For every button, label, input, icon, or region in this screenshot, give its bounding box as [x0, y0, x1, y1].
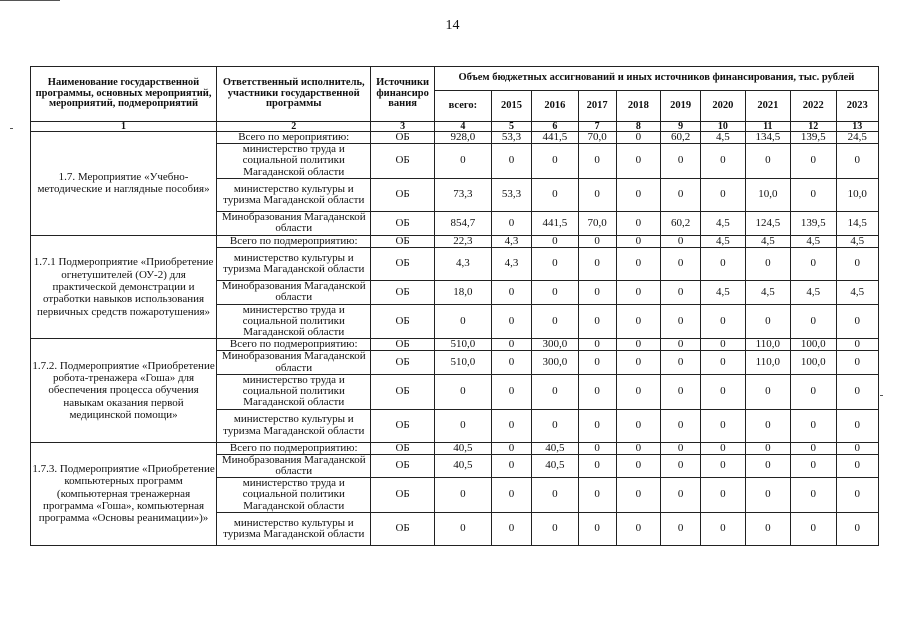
total-value-cell: 0 — [434, 374, 491, 409]
total-value-cell: 0 — [434, 304, 491, 339]
total-value-cell: 40,5 — [434, 442, 491, 454]
year-value-cell: 0 — [745, 304, 790, 339]
year-value-cell: 0 — [701, 351, 745, 374]
year-value-cell: 40,5 — [532, 442, 579, 454]
year-value-cell: 441,5 — [532, 211, 579, 235]
source-cell: ОБ — [371, 339, 434, 351]
year-value-cell: 100,0 — [791, 339, 836, 351]
header-source: Источники финансиро вания — [371, 67, 434, 122]
year-value-cell: 0 — [661, 512, 701, 545]
header-year: 2018 — [616, 91, 660, 122]
year-value-cell: 0 — [578, 248, 616, 281]
year-value-cell: 0 — [791, 304, 836, 339]
year-value-cell: 0 — [616, 281, 660, 304]
year-value-cell: 53,3 — [491, 178, 531, 211]
year-value-cell: 0 — [578, 304, 616, 339]
year-value-cell: 0 — [491, 281, 531, 304]
year-value-cell: 0 — [836, 442, 879, 454]
executor-cell: Всего по подмероприятию: — [217, 235, 371, 247]
year-value-cell: 0 — [701, 478, 745, 513]
measure-name: 1.7.3. Подмероприятие «Приобретение компьютерных программ (компьютерная тренажерная программа «Гоша», компьютерная программа «Основы реанимации»)» — [31, 442, 217, 545]
year-value-cell: 0 — [578, 478, 616, 513]
year-value-cell: 0 — [532, 374, 579, 409]
year-value-cell: 139,5 — [791, 132, 836, 144]
year-value-cell: 0 — [745, 454, 790, 477]
column-number: 4 — [434, 122, 491, 132]
table-row-total — [31, 442, 879, 454]
column-number: 11 — [745, 122, 790, 132]
column-number: 13 — [836, 122, 879, 132]
year-value-cell: 0 — [491, 442, 531, 454]
total-value-cell: 510,0 — [434, 351, 491, 374]
source-cell: ОБ — [371, 351, 434, 374]
source-cell: ОБ — [371, 304, 434, 339]
year-value-cell: 0 — [532, 478, 579, 513]
year-value-cell: 4,5 — [701, 132, 745, 144]
table-header — [31, 67, 879, 132]
year-value-cell: 0 — [491, 351, 531, 374]
year-value-cell: 0 — [578, 512, 616, 545]
year-value-cell: 0 — [491, 211, 531, 235]
executor-cell: министерство труда и социальной политики Магаданской области — [217, 144, 371, 179]
scan-artifact — [880, 395, 883, 396]
year-value-cell: 0 — [616, 248, 660, 281]
header-year: 2019 — [661, 91, 701, 122]
year-value-cell: 0 — [532, 512, 579, 545]
header-year: 2020 — [701, 91, 745, 122]
total-value-cell: 40,5 — [434, 454, 491, 477]
year-value-cell: 10,0 — [745, 178, 790, 211]
table-row-total — [31, 132, 879, 144]
source-cell: ОБ — [371, 132, 434, 144]
header-year: 2017 — [578, 91, 616, 122]
source-cell: ОБ — [371, 374, 434, 409]
year-value-cell: 0 — [661, 351, 701, 374]
total-value-cell: 0 — [434, 512, 491, 545]
executor-cell: Минобразования Магаданской области — [217, 211, 371, 235]
column-number: 2 — [217, 122, 371, 132]
measure-name: 1.7. Мероприятие «Учебно-методические и наглядные пособия» — [31, 132, 217, 236]
column-number: 6 — [532, 122, 579, 132]
year-value-cell: 0 — [491, 454, 531, 477]
header-year: 2023 — [836, 91, 879, 122]
year-value-cell: 0 — [791, 409, 836, 442]
year-value-cell: 0 — [836, 351, 879, 374]
page-number: 14 — [445, 18, 460, 33]
year-value-cell: 70,0 — [578, 211, 616, 235]
year-value-cell: 0 — [532, 248, 579, 281]
source-cell: ОБ — [371, 248, 434, 281]
year-value-cell: 0 — [745, 409, 790, 442]
total-value-cell: 0 — [434, 478, 491, 513]
year-value-cell: 0 — [701, 144, 745, 179]
executor-cell: Всего по подмероприятию: — [217, 442, 371, 454]
year-value-cell: 0 — [578, 442, 616, 454]
column-number: 1 — [31, 122, 217, 132]
year-value-cell: 0 — [616, 351, 660, 374]
year-value-cell: 24,5 — [836, 132, 879, 144]
year-value-cell: 0 — [836, 374, 879, 409]
executor-cell: министерство культуры и туризма Магаданской области — [217, 178, 371, 211]
total-value-cell: 854,7 — [434, 211, 491, 235]
year-value-cell: 4,5 — [745, 235, 790, 247]
year-value-cell: 0 — [616, 512, 660, 545]
year-value-cell: 0 — [491, 478, 531, 513]
year-value-cell: 0 — [491, 304, 531, 339]
executor-cell: Минобразования Магаданской области — [217, 281, 371, 304]
year-value-cell: 0 — [616, 144, 660, 179]
year-value-cell: 0 — [661, 409, 701, 442]
year-value-cell: 0 — [491, 512, 531, 545]
year-value-cell: 0 — [616, 409, 660, 442]
year-value-cell: 0 — [532, 304, 579, 339]
year-value-cell: 0 — [578, 144, 616, 179]
year-value-cell: 4,5 — [836, 235, 879, 247]
source-cell: ОБ — [371, 409, 434, 442]
year-value-cell: 4,5 — [701, 211, 745, 235]
year-value-cell: 0 — [661, 281, 701, 304]
source-cell: ОБ — [371, 211, 434, 235]
source-cell: ОБ — [371, 178, 434, 211]
header-name: Наименование государственной программы, основных мероприятий, мероприятий, подмероприятий — [31, 67, 217, 122]
column-number: 12 — [791, 122, 836, 132]
year-value-cell: 0 — [661, 478, 701, 513]
year-value-cell: 0 — [532, 178, 579, 211]
year-value-cell: 0 — [661, 178, 701, 211]
column-number: 3 — [371, 122, 434, 132]
total-value-cell: 22,3 — [434, 235, 491, 247]
total-value-cell: 510,0 — [434, 339, 491, 351]
year-value-cell: 0 — [745, 144, 790, 179]
year-value-cell: 300,0 — [532, 339, 579, 351]
scan-artifact — [0, 0, 60, 1]
year-value-cell: 0 — [701, 454, 745, 477]
year-value-cell: 0 — [836, 478, 879, 513]
year-value-cell: 0 — [701, 178, 745, 211]
source-cell: ОБ — [371, 442, 434, 454]
source-cell: ОБ — [371, 454, 434, 477]
year-value-cell: 0 — [791, 374, 836, 409]
year-value-cell: 0 — [701, 442, 745, 454]
year-value-cell: 0 — [616, 339, 660, 351]
year-value-cell: 40,5 — [532, 454, 579, 477]
executor-cell: министерство труда и социальной политики Магаданской области — [217, 374, 371, 409]
year-value-cell: 0 — [701, 512, 745, 545]
year-value-cell: 0 — [701, 339, 745, 351]
year-value-cell: 0 — [616, 478, 660, 513]
year-value-cell: 0 — [791, 144, 836, 179]
year-value-cell: 0 — [791, 248, 836, 281]
source-cell: ОБ — [371, 144, 434, 179]
header-year: 2022 — [791, 91, 836, 122]
year-value-cell: 0 — [578, 339, 616, 351]
column-number: 5 — [491, 122, 531, 132]
column-number: 8 — [616, 122, 660, 132]
year-value-cell: 100,0 — [791, 351, 836, 374]
header-executor: Ответственный исполнитель, участники государственной программы — [217, 67, 371, 122]
header-year: 2016 — [532, 91, 579, 122]
executor-cell: министерство культуры и туризма Магаданской области — [217, 512, 371, 545]
header-volume: Объем бюджетных ассигнований и иных источников финансирования, тыс. рублей — [434, 67, 878, 91]
header-year: 2021 — [745, 91, 790, 122]
year-value-cell: 0 — [532, 235, 579, 247]
year-value-cell: 4,3 — [491, 248, 531, 281]
year-value-cell: 4,5 — [701, 235, 745, 247]
year-value-cell: 0 — [701, 248, 745, 281]
measure-name: 1.7.1 Подмероприятие «Приобретение огнетушителей (ОУ-2) для практической демонстрации и отработки навыков использования первичных средств пожаротушения» — [31, 235, 217, 338]
measure-name: 1.7.2. Подмероприятие «Приобретение робота-тренажера «Гоша» для обеспечения процесса обучения навыкам оказания первой медицинской помощи» — [31, 339, 217, 442]
year-value-cell: 441,5 — [532, 132, 579, 144]
year-value-cell: 0 — [791, 178, 836, 211]
total-value-cell: 73,3 — [434, 178, 491, 211]
year-value-cell: 0 — [616, 235, 660, 247]
year-value-cell: 0 — [745, 512, 790, 545]
scan-artifact — [10, 128, 13, 129]
year-value-cell: 0 — [836, 248, 879, 281]
year-value-cell: 0 — [578, 178, 616, 211]
year-value-cell: 110,0 — [745, 351, 790, 374]
year-value-cell: 4,5 — [745, 281, 790, 304]
year-value-cell: 4,5 — [701, 281, 745, 304]
executor-cell: Минобразования Магаданской области — [217, 351, 371, 374]
year-value-cell: 0 — [745, 248, 790, 281]
year-value-cell: 0 — [578, 235, 616, 247]
table-body — [31, 132, 879, 546]
year-value-cell: 300,0 — [532, 351, 579, 374]
total-value-cell: 18,0 — [434, 281, 491, 304]
year-value-cell: 134,5 — [745, 132, 790, 144]
year-value-cell: 0 — [661, 235, 701, 247]
year-value-cell: 0 — [491, 409, 531, 442]
year-value-cell: 0 — [661, 454, 701, 477]
column-number: 7 — [578, 122, 616, 132]
executor-cell: министерство культуры и туризма Магаданской области — [217, 409, 371, 442]
year-value-cell: 14,5 — [836, 211, 879, 235]
executor-cell: министерство труда и социальной политики Магаданской области — [217, 304, 371, 339]
executor-cell: Минобразования Магаданской области — [217, 454, 371, 477]
year-value-cell: 0 — [661, 339, 701, 351]
year-value-cell: 0 — [701, 409, 745, 442]
year-value-cell: 0 — [616, 132, 660, 144]
year-value-cell: 0 — [745, 478, 790, 513]
budget-table — [30, 66, 879, 546]
year-value-cell: 0 — [578, 374, 616, 409]
year-value-cell: 139,5 — [791, 211, 836, 235]
year-value-cell: 0 — [616, 304, 660, 339]
column-number: 10 — [701, 122, 745, 132]
year-value-cell: 0 — [491, 374, 531, 409]
executor-cell: министерство труда и социальной политики Магаданской области — [217, 478, 371, 513]
year-value-cell: 0 — [791, 478, 836, 513]
year-value-cell: 0 — [578, 281, 616, 304]
year-value-cell: 0 — [791, 454, 836, 477]
year-value-cell: 0 — [616, 211, 660, 235]
year-value-cell: 0 — [491, 339, 531, 351]
year-value-cell: 60,2 — [661, 132, 701, 144]
table-row-total — [31, 235, 879, 247]
year-value-cell: 0 — [836, 409, 879, 442]
year-value-cell: 10,0 — [836, 178, 879, 211]
header-total: всего: — [434, 91, 491, 122]
year-value-cell: 0 — [578, 351, 616, 374]
source-cell: ОБ — [371, 512, 434, 545]
year-value-cell: 0 — [791, 512, 836, 545]
year-value-cell: 0 — [532, 144, 579, 179]
year-value-cell: 0 — [836, 304, 879, 339]
year-value-cell: 0 — [836, 144, 879, 179]
year-value-cell: 4,5 — [836, 281, 879, 304]
year-value-cell: 0 — [745, 442, 790, 454]
year-value-cell: 0 — [532, 409, 579, 442]
year-value-cell: 124,5 — [745, 211, 790, 235]
year-value-cell: 0 — [836, 339, 879, 351]
year-value-cell: 0 — [661, 144, 701, 179]
year-value-cell: 0 — [661, 248, 701, 281]
column-number: 9 — [661, 122, 701, 132]
executor-cell: Всего по подмероприятию: — [217, 339, 371, 351]
year-value-cell: 0 — [745, 374, 790, 409]
year-value-cell: 0 — [578, 409, 616, 442]
header-year: 2015 — [491, 91, 531, 122]
table-row-total — [31, 339, 879, 351]
year-value-cell: 0 — [661, 374, 701, 409]
year-value-cell: 0 — [532, 281, 579, 304]
year-value-cell: 0 — [836, 512, 879, 545]
year-value-cell: 0 — [616, 374, 660, 409]
year-value-cell: 4,5 — [791, 281, 836, 304]
source-cell: ОБ — [371, 478, 434, 513]
executor-cell: министерство культуры и туризма Магаданской области — [217, 248, 371, 281]
total-value-cell: 0 — [434, 144, 491, 179]
year-value-cell: 0 — [616, 178, 660, 211]
year-value-cell: 0 — [701, 304, 745, 339]
year-value-cell: 0 — [836, 454, 879, 477]
year-value-cell: 53,3 — [491, 132, 531, 144]
year-value-cell: 0 — [791, 442, 836, 454]
year-value-cell: 0 — [616, 442, 660, 454]
total-value-cell: 928,0 — [434, 132, 491, 144]
year-value-cell: 4,5 — [791, 235, 836, 247]
year-value-cell: 0 — [616, 454, 660, 477]
year-value-cell: 110,0 — [745, 339, 790, 351]
year-value-cell: 0 — [661, 442, 701, 454]
year-value-cell: 0 — [491, 144, 531, 179]
source-cell: ОБ — [371, 235, 434, 247]
year-value-cell: 4,3 — [491, 235, 531, 247]
total-value-cell: 4,3 — [434, 248, 491, 281]
year-value-cell: 60,2 — [661, 211, 701, 235]
total-value-cell: 0 — [434, 409, 491, 442]
source-cell: ОБ — [371, 281, 434, 304]
executor-cell: Всего по мероприятию: — [217, 132, 371, 144]
year-value-cell: 0 — [578, 454, 616, 477]
year-value-cell: 0 — [701, 374, 745, 409]
year-value-cell: 70,0 — [578, 132, 616, 144]
year-value-cell: 0 — [661, 304, 701, 339]
